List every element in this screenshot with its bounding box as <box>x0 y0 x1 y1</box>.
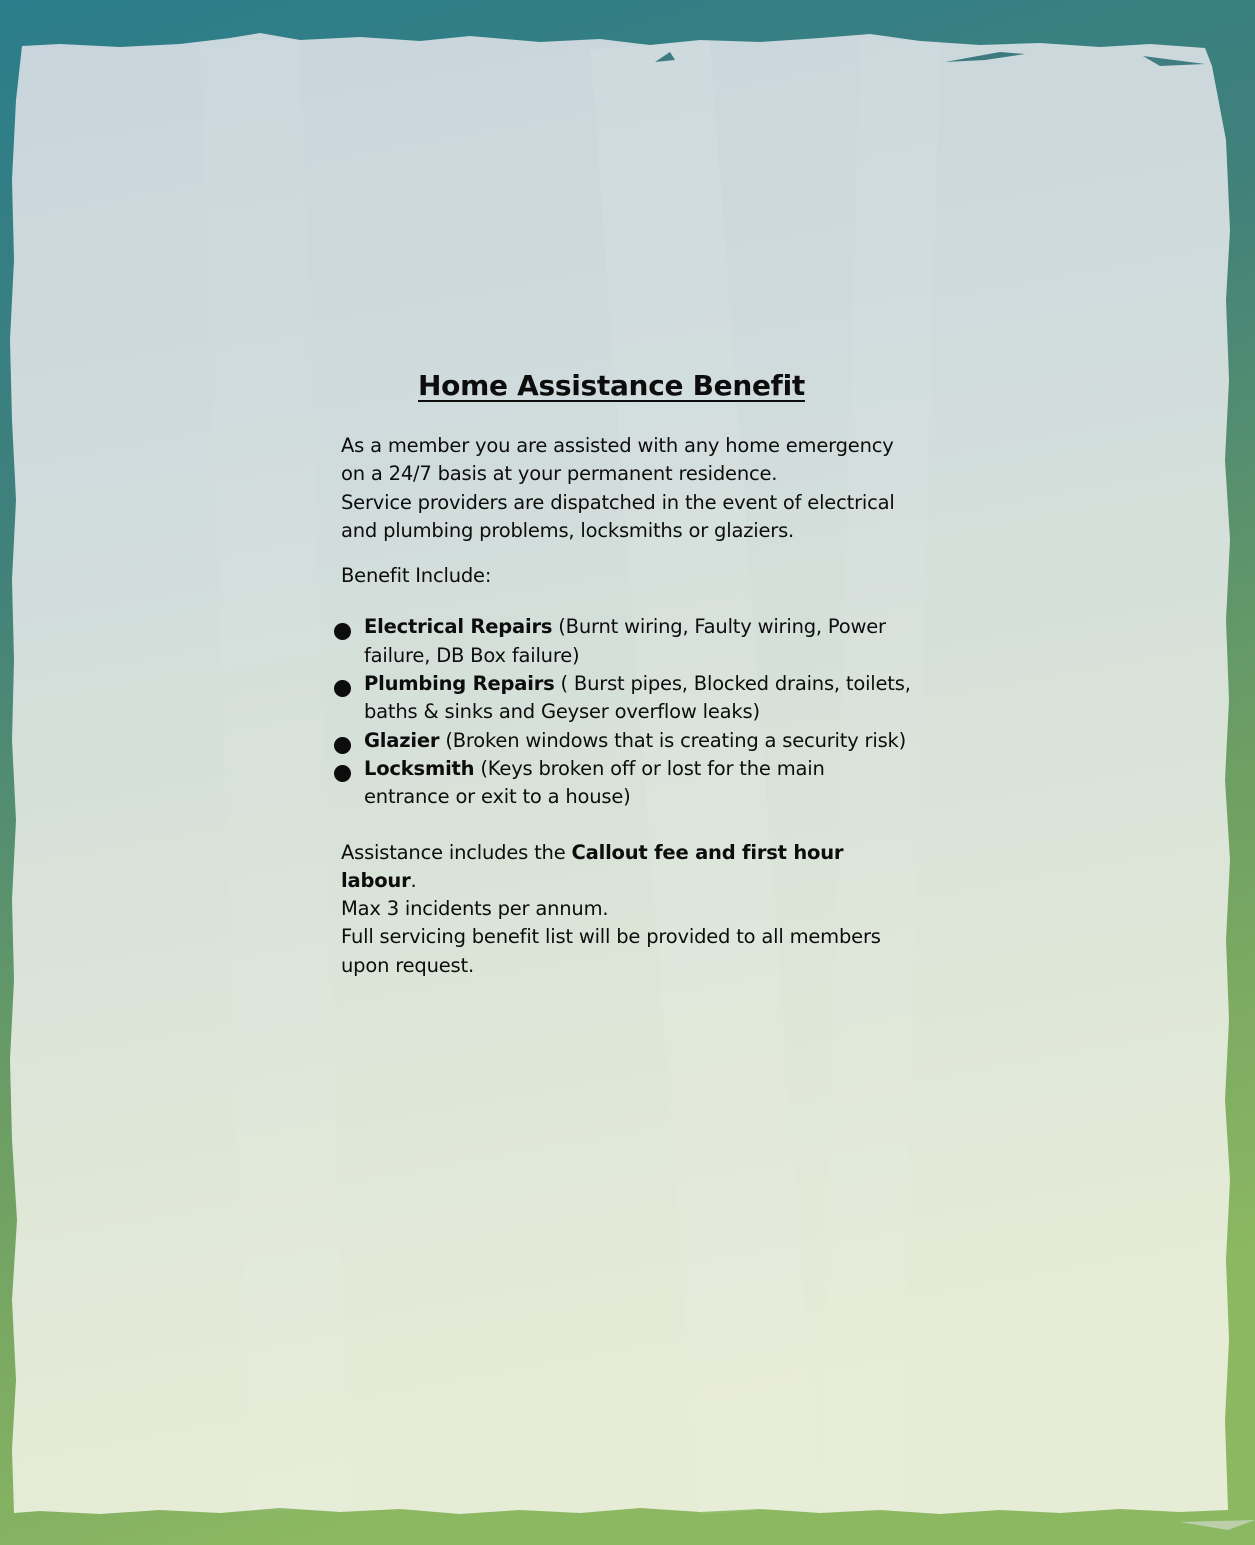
benefits-heading: Benefit Include: <box>341 564 492 588</box>
intro-paragraph-1: As a member you are assisted with any home emergency on a 24/7 basis at your permanent residence. <box>341 434 894 486</box>
bullet-icon <box>334 623 351 640</box>
bullet-icon <box>334 737 351 754</box>
bullet-icon <box>334 680 351 697</box>
list-item <box>341 727 916 755</box>
list-item <box>341 613 916 670</box>
benefit-name: Electrical Repairs <box>364 615 553 639</box>
benefit-name: Locksmith <box>364 756 475 780</box>
benefit-detail: ( Burst pipes, Blocked drains, toilets, baths & sinks and Geyser overflow leaks) <box>364 672 911 724</box>
assistance-highlight: Callout fee and first hour labour <box>341 840 844 892</box>
benefit-name: Glazier <box>364 728 440 752</box>
assistance-paragraph <box>341 839 916 896</box>
assistance-suffix: . <box>410 868 417 892</box>
bullet-icon <box>334 765 351 782</box>
benefits-list <box>341 613 916 811</box>
list-item <box>341 755 916 812</box>
max-incidents-text: Max 3 incidents per annum. <box>341 897 609 921</box>
intro-paragraph-2: Service providers are dispatched in the event of electrical and plumbing problems, locksmiths or glaziers. <box>341 490 895 542</box>
document-content <box>341 368 916 980</box>
document-title: Home Assistance Benefit <box>418 369 805 402</box>
closing-section <box>341 839 916 980</box>
intro-section <box>341 432 916 545</box>
benefit-name: Plumbing Repairs <box>364 672 555 696</box>
list-item <box>341 670 916 727</box>
assistance-prefix: Assistance includes the <box>341 840 572 864</box>
full-list-note: Full servicing benefit list will be provided to all members upon request. <box>341 925 881 977</box>
benefit-detail: (Burnt wiring, Faulty wiring, Power failure, DB Box failure) <box>364 615 886 667</box>
benefit-detail: (Broken windows that is creating a security risk) <box>439 728 907 752</box>
benefit-detail: (Keys broken off or lost for the main entrance or exit to a house) <box>364 756 825 809</box>
